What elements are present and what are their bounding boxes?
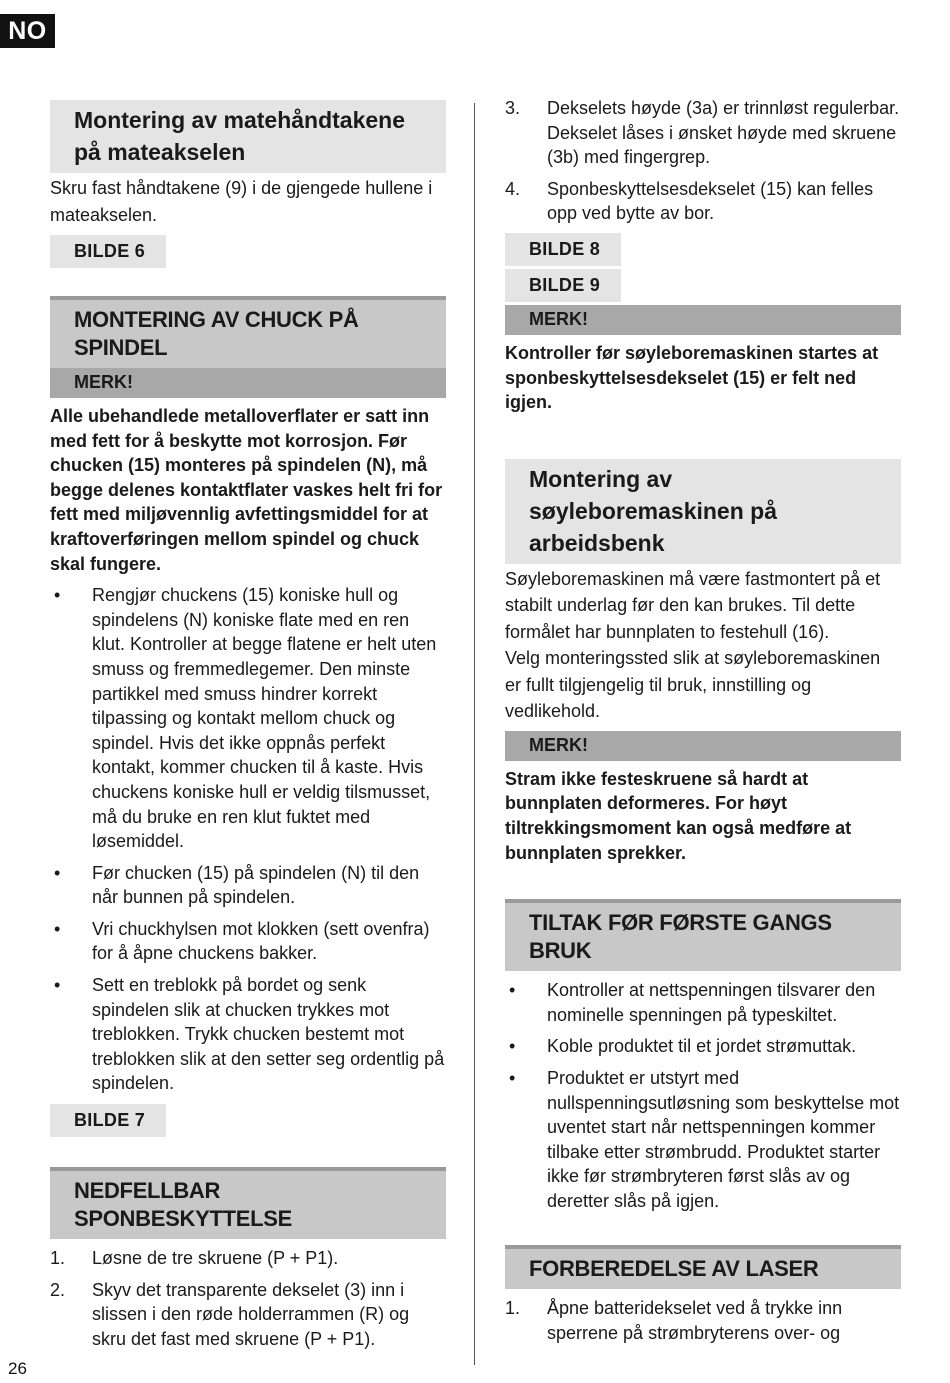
note-label: MERK! [505,731,901,761]
note-text-guard: Kontroller før søyleboremaskinen startes at sponbeskyttelsesdekselet (15) er felt ned igjen. [505,342,879,413]
left-column [50,100,446,1351]
section-heading-laser: FORBEREDELSE AV LASER [505,1245,901,1289]
bullet-icon: • [54,918,61,939]
numbered-list-chip-guard [50,1246,446,1351]
section-heading-first-use: TILTAK FØR FØRSTE GANGS BRUK [505,899,901,971]
right-column [505,100,901,1346]
bullet-icon: • [54,975,61,996]
note-label: MERK! [50,368,446,398]
figure-ref-8: BILDE 8 [505,233,621,266]
list-item: 1. Åpne batteridekselet ved å trykke inn sperrene på strømbryterens over- og [505,1298,843,1344]
section-heading-chuck-spindle: MONTERING AV CHUCK PÅ SPINDEL [50,296,446,368]
list-item: • Rengjør chuckens (15) koniske hull og spindelens (N) koniske flate med en ren klut. Kontroller at begge flatene er helt uten smuss og fremmedlegemer. Den minste partikkel med smuss hindrer korrekt tilpassing og kontakt mellom chuck og spindel. Hvis det ikke oppnås perfekt kontakt, kommer chucken til å kaste. Hvis chuckens koniske hull er veldig tilsmusset, må du bruke en ren klut fuktet med løsemiddel. [54,585,437,852]
list-item: 4. Sponbeskyttelsesdekselet (15) kan felles opp ved bytte av bor. [505,178,874,224]
paragraph-workbench-2: Velg monteringssted slik at søyleboremaskinen er fullt tilgjengelig til bruk, innstilling og vedlikehold. [505,648,881,722]
section-heading-mate-handles: Montering av matehåndtakene på mateakselen [50,100,446,173]
list-item: 2. Skyv det transparente dekselet (3) inn i slissen i den røde holderrammen (R) og skru det fast med skruene (P + P1). [50,1279,410,1349]
bullet-list-chuck [50,583,446,1096]
list-item: 1. Løsne de tre skruene (P + P1). [50,1248,339,1269]
paragraph-mate-handles: Skru fast håndtakene (9) i de gjengede hullene i mateakselen. [50,178,433,225]
list-item: • Sett en treblokk på bordet og senk spindelen slik at chucken trykkes mot treblokken. Trykk chucken bestemt mot treblokken slik at den setter seg ordentlig på spindelen. [54,975,445,1094]
numbered-list-guard-continued [505,96,901,226]
column-divider [474,103,475,1365]
section-heading-chip-guard: NEDFELLBAR SPONBESKYTTELSE [50,1167,446,1239]
section-heading-workbench: Montering av søyleboremaskinen på arbeidsbenk [505,459,901,564]
page-number: 26 [8,1359,27,1378]
bullet-icon: • [54,585,61,606]
note-text-chuck: Alle ubehandlede metalloverflater er satt inn med fett for å beskytte mot korrosjon. Før chucken (15) monteres på spindelen (N), må begge delenes kontaktflater vaskes helt fri for fett med miljøvennlig avfettingsmiddel for at kraftoverføringen mellom spindel og chuck skal fungere. [50,406,443,574]
list-item: • Kontroller at nettspenningen tilsvarer den nominelle spenningen på typeskiltet. [509,980,876,1025]
figure-ref-6: BILDE 6 [50,235,166,268]
note-label: MERK! [505,305,901,335]
bullet-icon: • [54,862,61,883]
list-item: • Før chucken (15) på spindelen (N) til den når bunnen på spindelen. [54,862,420,908]
bullet-icon: • [509,980,516,1001]
list-item: • Koble produktet til et jordet strømuttak. [505,1034,901,1059]
list-item: • Produktet er utstyrt med nullspenningsutløsning som beskyttelse mot uventet start når nettspenningen kommer tilbake etter strømbrudd. Produktet starter ikke før strømbryteren først slås av og deretter slås på igjen. [509,1067,900,1211]
figure-ref-7: BILDE 7 [50,1104,166,1137]
figure-ref-9: BILDE 9 [505,269,621,302]
bullet-icon: • [509,1036,516,1057]
list-item: • Vri chuckhylsen mot klokken (sett ovenfra) for å åpne chuckens bakker. [54,918,430,964]
numbered-list-laser [505,1296,901,1345]
note-text-workbench: Stram ikke festeskruene så hardt at bunnplaten deformeres. For høyt tiltrekkingsmoment kan også medføre at bunnplaten sprekker. [505,768,852,863]
paragraph-workbench-1: Søyleboremaskinen må være fastmontert på et stabilt underlag før den kan brukes. Til dette formålet har bunnplaten to festehull (16). [505,568,881,642]
list-item: 3. Dekselets høyde (3a) er trinnløst regulerbar. Dekselet låses i ønsket høyde med skruene (3b) med fingergrep. [505,98,900,168]
bullet-icon: • [509,1067,516,1088]
bullet-list-first-use [505,978,901,1213]
language-badge: NO [0,14,55,48]
